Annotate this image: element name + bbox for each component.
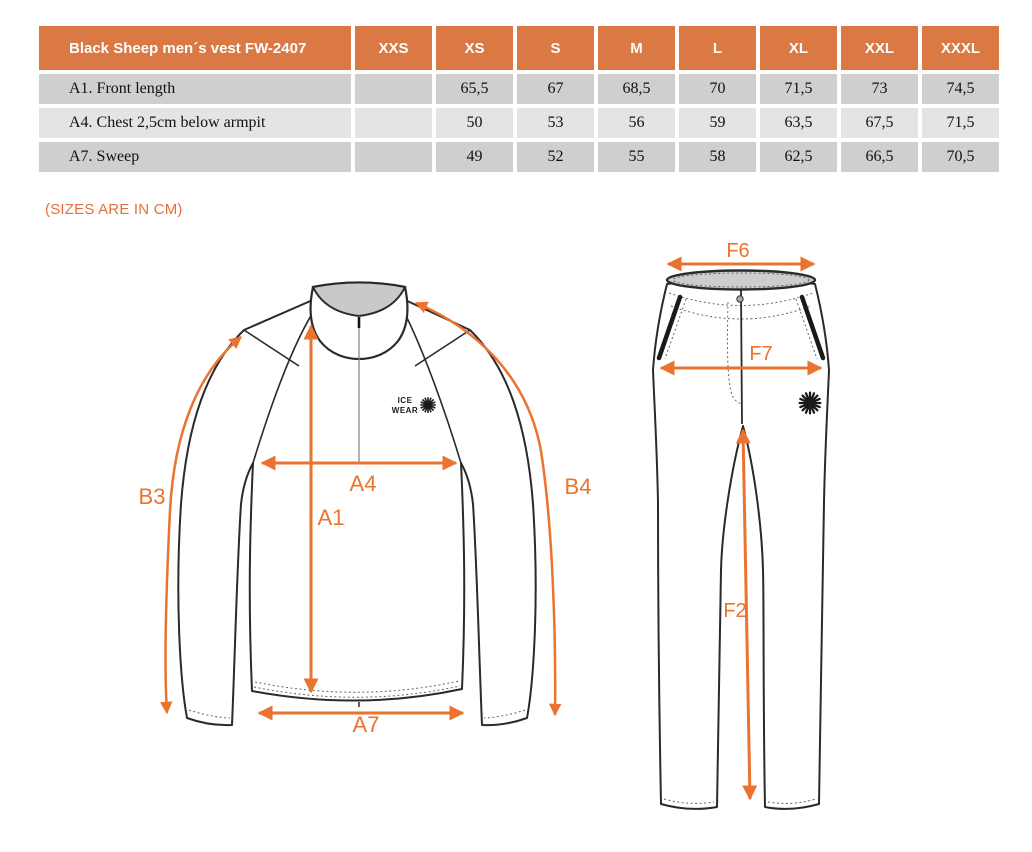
table-row-sweep bbox=[39, 142, 999, 172]
vest-label-a7: A7 bbox=[352, 712, 380, 737]
row-label: A1. Front length bbox=[39, 74, 351, 104]
size-value bbox=[355, 108, 432, 138]
size-value: 68,5 bbox=[598, 74, 675, 104]
table-row-front-length bbox=[39, 74, 999, 104]
pants-button bbox=[737, 296, 743, 302]
size-value: 71,5 bbox=[922, 108, 999, 138]
size-value: 52 bbox=[517, 142, 594, 172]
size-value: 62,5 bbox=[760, 142, 837, 172]
row-label: A7. Sweep bbox=[39, 142, 351, 172]
pants-label-f7: F7 bbox=[749, 343, 773, 365]
size-value: 66,5 bbox=[841, 142, 918, 172]
vest-label-b4: B4 bbox=[564, 474, 592, 499]
vest-label-b3: B3 bbox=[138, 484, 166, 509]
size-value: 70,5 bbox=[922, 142, 999, 172]
size-value: 74,5 bbox=[922, 74, 999, 104]
vest-label-a4: A4 bbox=[349, 471, 377, 496]
size-value: 59 bbox=[679, 108, 756, 138]
pants-measurement-diagram bbox=[640, 242, 840, 852]
pants-fly-centerline bbox=[741, 289, 742, 424]
size-col-xl: XL bbox=[760, 26, 837, 70]
size-table bbox=[35, 22, 1003, 176]
size-col-s: S bbox=[517, 26, 594, 70]
size-value: 70 bbox=[679, 74, 756, 104]
size-col-l: L bbox=[679, 26, 756, 70]
size-col-xs: XS bbox=[436, 26, 513, 70]
size-value: 55 bbox=[598, 142, 675, 172]
size-value: 67,5 bbox=[841, 108, 918, 138]
size-col-m: M bbox=[598, 26, 675, 70]
vest-label-a1: A1 bbox=[317, 505, 345, 530]
pants-label-f2: F2 bbox=[723, 600, 747, 622]
size-value bbox=[355, 74, 432, 104]
size-value: 73 bbox=[841, 74, 918, 104]
size-col-xxl: XXL bbox=[841, 26, 918, 70]
vest-logo-snowflake-icon bbox=[421, 398, 435, 412]
table-title: Black Sheep men´s vest FW-2407 bbox=[39, 26, 351, 70]
vest-logo-line1: ICE bbox=[397, 396, 413, 405]
size-value: 63,5 bbox=[760, 108, 837, 138]
size-value: 56 bbox=[598, 108, 675, 138]
size-col-xxxl: XXXL bbox=[922, 26, 999, 70]
vest-measurement-diagram bbox=[125, 266, 617, 771]
size-table-header-row bbox=[39, 26, 999, 70]
size-value: 49 bbox=[436, 142, 513, 172]
size-value bbox=[355, 142, 432, 172]
size-value: 58 bbox=[679, 142, 756, 172]
row-label: A4. Chest 2,5cm below armpit bbox=[39, 108, 351, 138]
table-row-chest bbox=[39, 108, 999, 138]
size-value: 67 bbox=[517, 74, 594, 104]
size-value: 50 bbox=[436, 108, 513, 138]
size-value: 65,5 bbox=[436, 74, 513, 104]
vest-logo-line2: WEAR bbox=[391, 406, 419, 415]
sizes-in-cm-note: (SIZES ARE IN CM) bbox=[45, 201, 183, 218]
size-value: 53 bbox=[517, 108, 594, 138]
size-value: 71,5 bbox=[760, 74, 837, 104]
pants-logo-snowflake-icon bbox=[800, 393, 821, 414]
size-col-xxs: XXS bbox=[355, 26, 432, 70]
pants-label-f6: F6 bbox=[726, 242, 750, 262]
